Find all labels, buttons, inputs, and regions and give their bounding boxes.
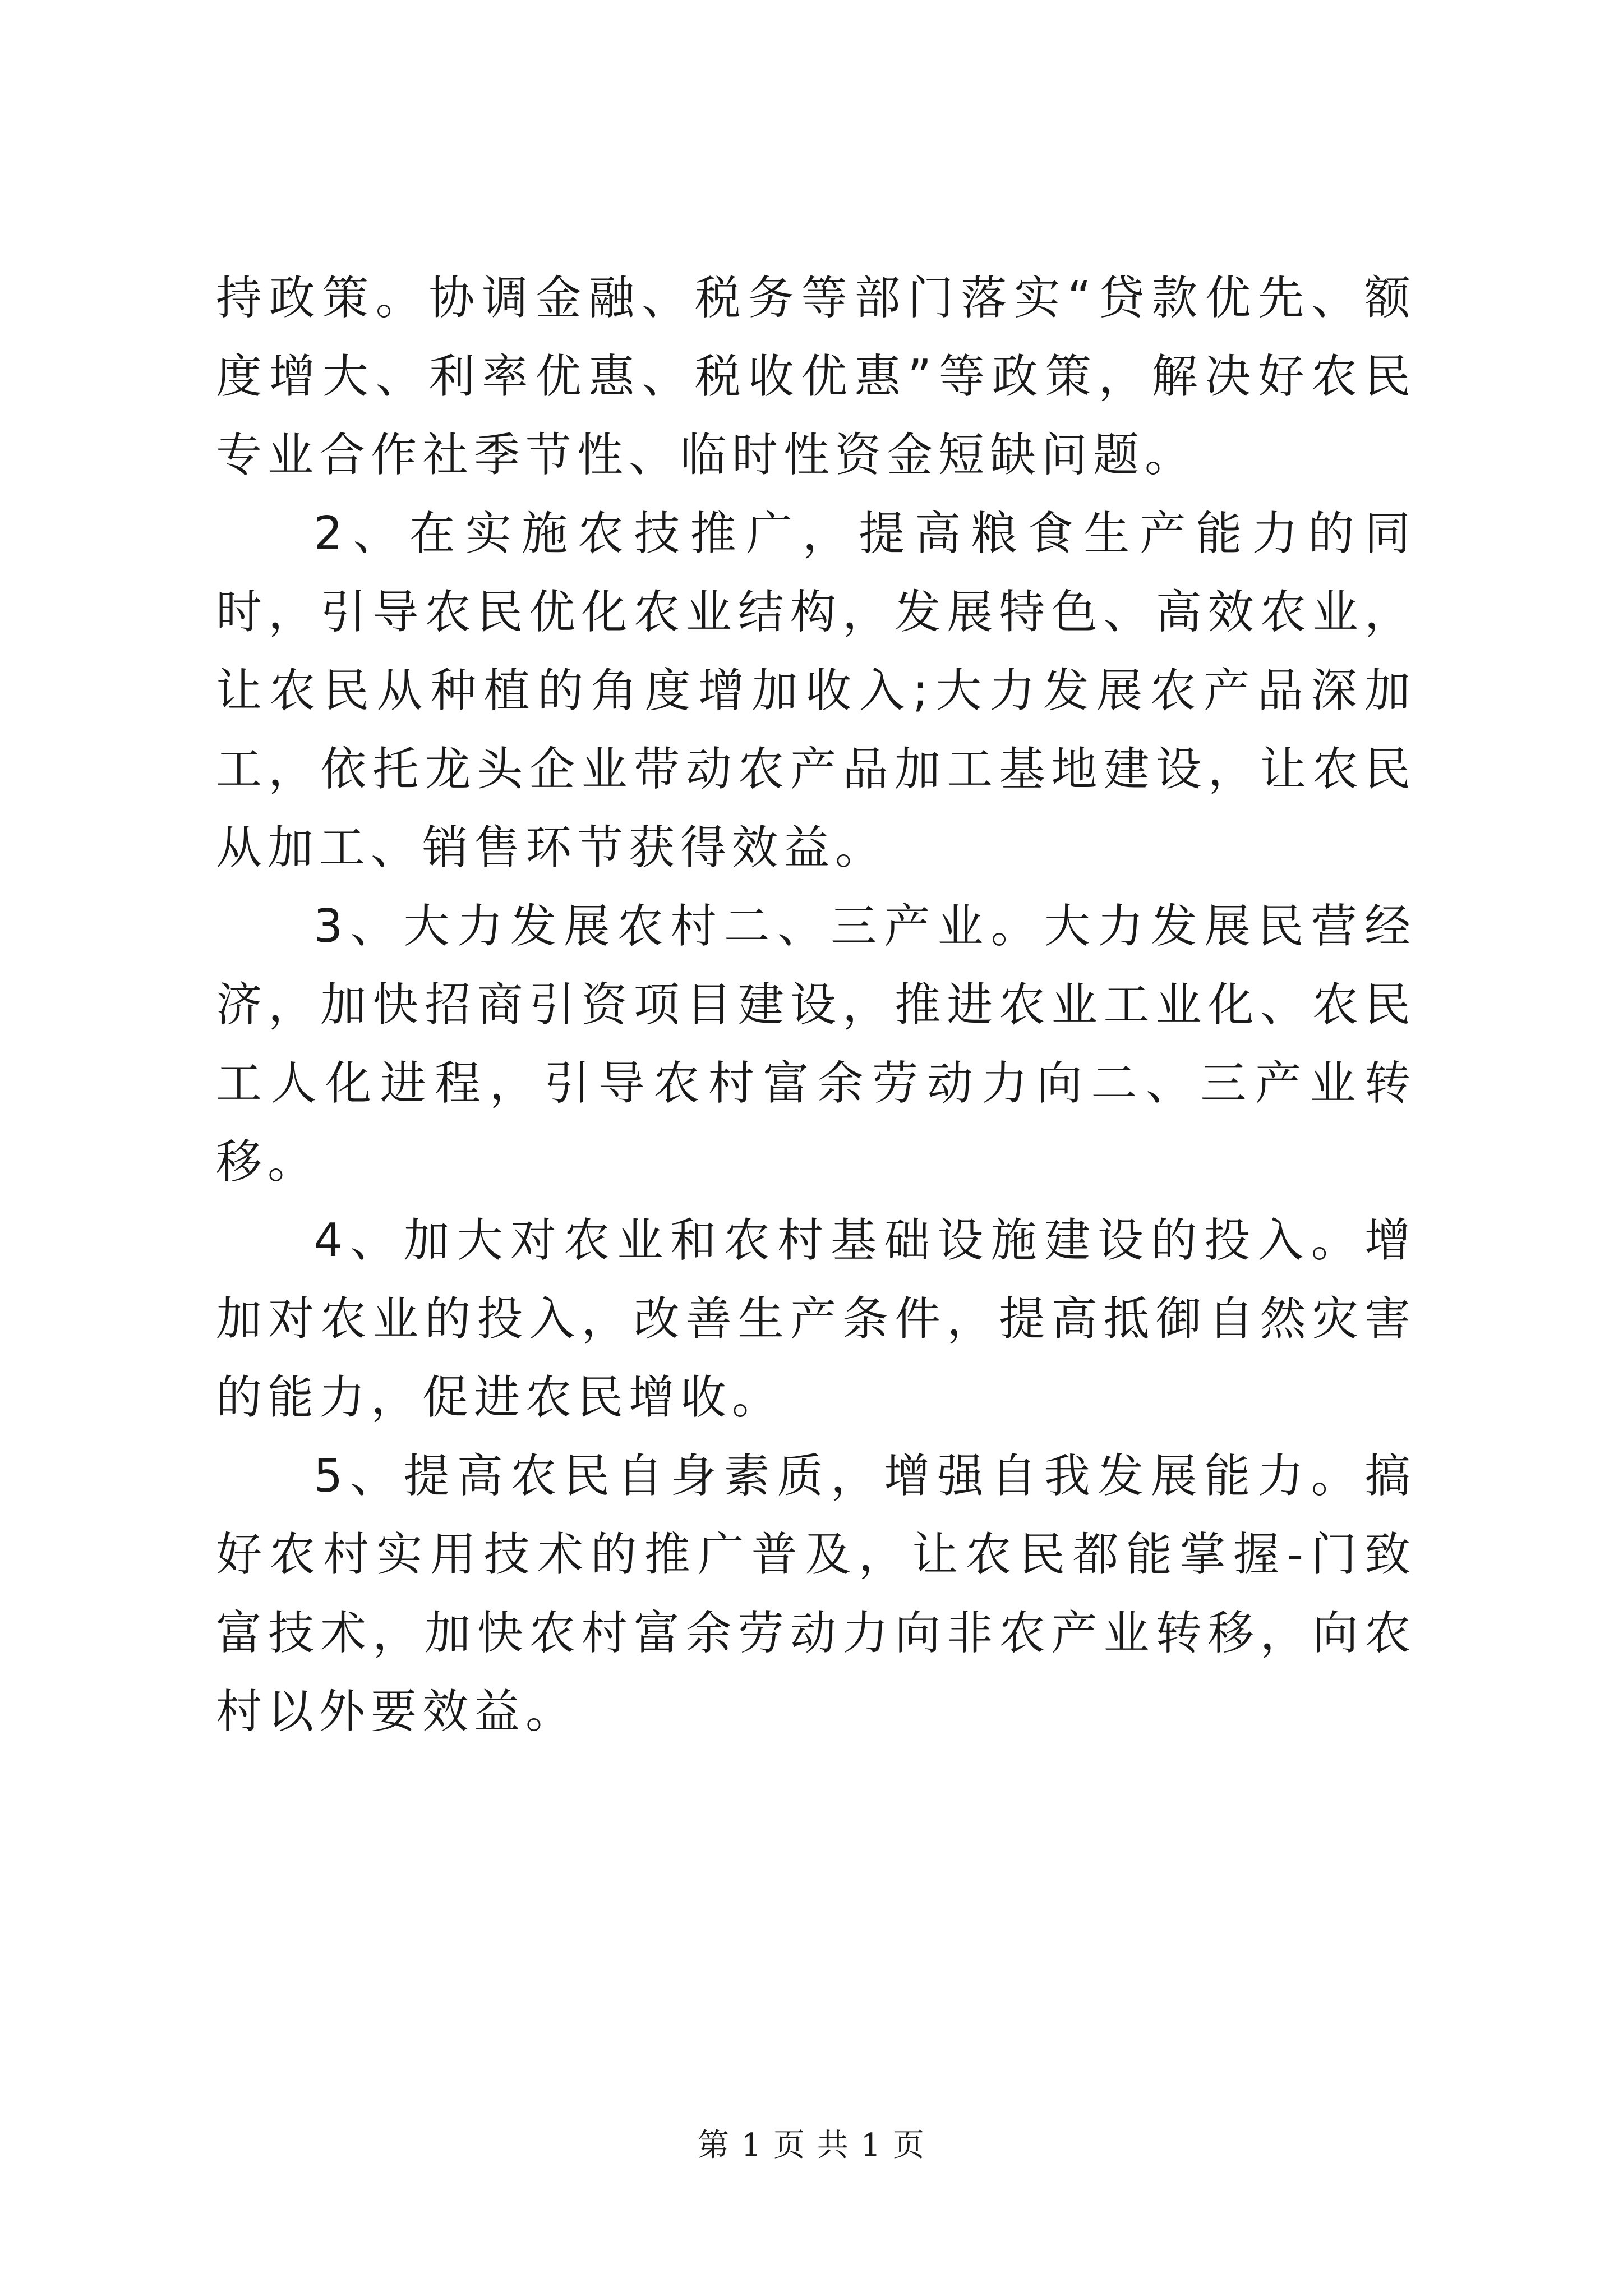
paragraph-continuation: 持政策。协调金融、税务等部门落实“贷款优先、额度增大、利率优惠、税收优惠”等政策，解决好农民专业合作社季节性、临时性资金短缺问题。 [216,272,1416,482]
paragraph-item-4: 4、加大对农业和农村基础设施建设的投入。增加对农业的投入，改善生产条件，提高抵御自然灾害的能力，促进农民增收。 [216,1214,1416,1424]
page-footer [0,2126,1623,2165]
paragraph-item-3: 3、大力发展农村二、三产业。大力发展民营经济，加快招商引资项目建设，推进农业工业化、农民工人化进程，引导农村富余劳动力向二、三产业转移。 [216,900,1416,1189]
document-body [216,259,1416,1751]
paragraph-item-5: 5、提高农民自身素质，增强自我发展能力。搞好农村实用技术的推广普及，让农民都能掌握-门致富技术，加快农村富余劳动力向非农产业转移，向农村以外要效益。 [216,1450,1416,1738]
paragraph-item-2: 2、在实施农技推广，提高粮食生产能力的同时，引导农民优化农业结构，发展特色、高效农业，让农民从种植的角度增加收入;大力发展农产品深加工，依托龙头企业带动农产品加工基地建设，让农民从加工、销售环节获得效益。 [216,507,1416,875]
page-number-label: 第 1 页 共 1 页 [697,2127,926,2164]
